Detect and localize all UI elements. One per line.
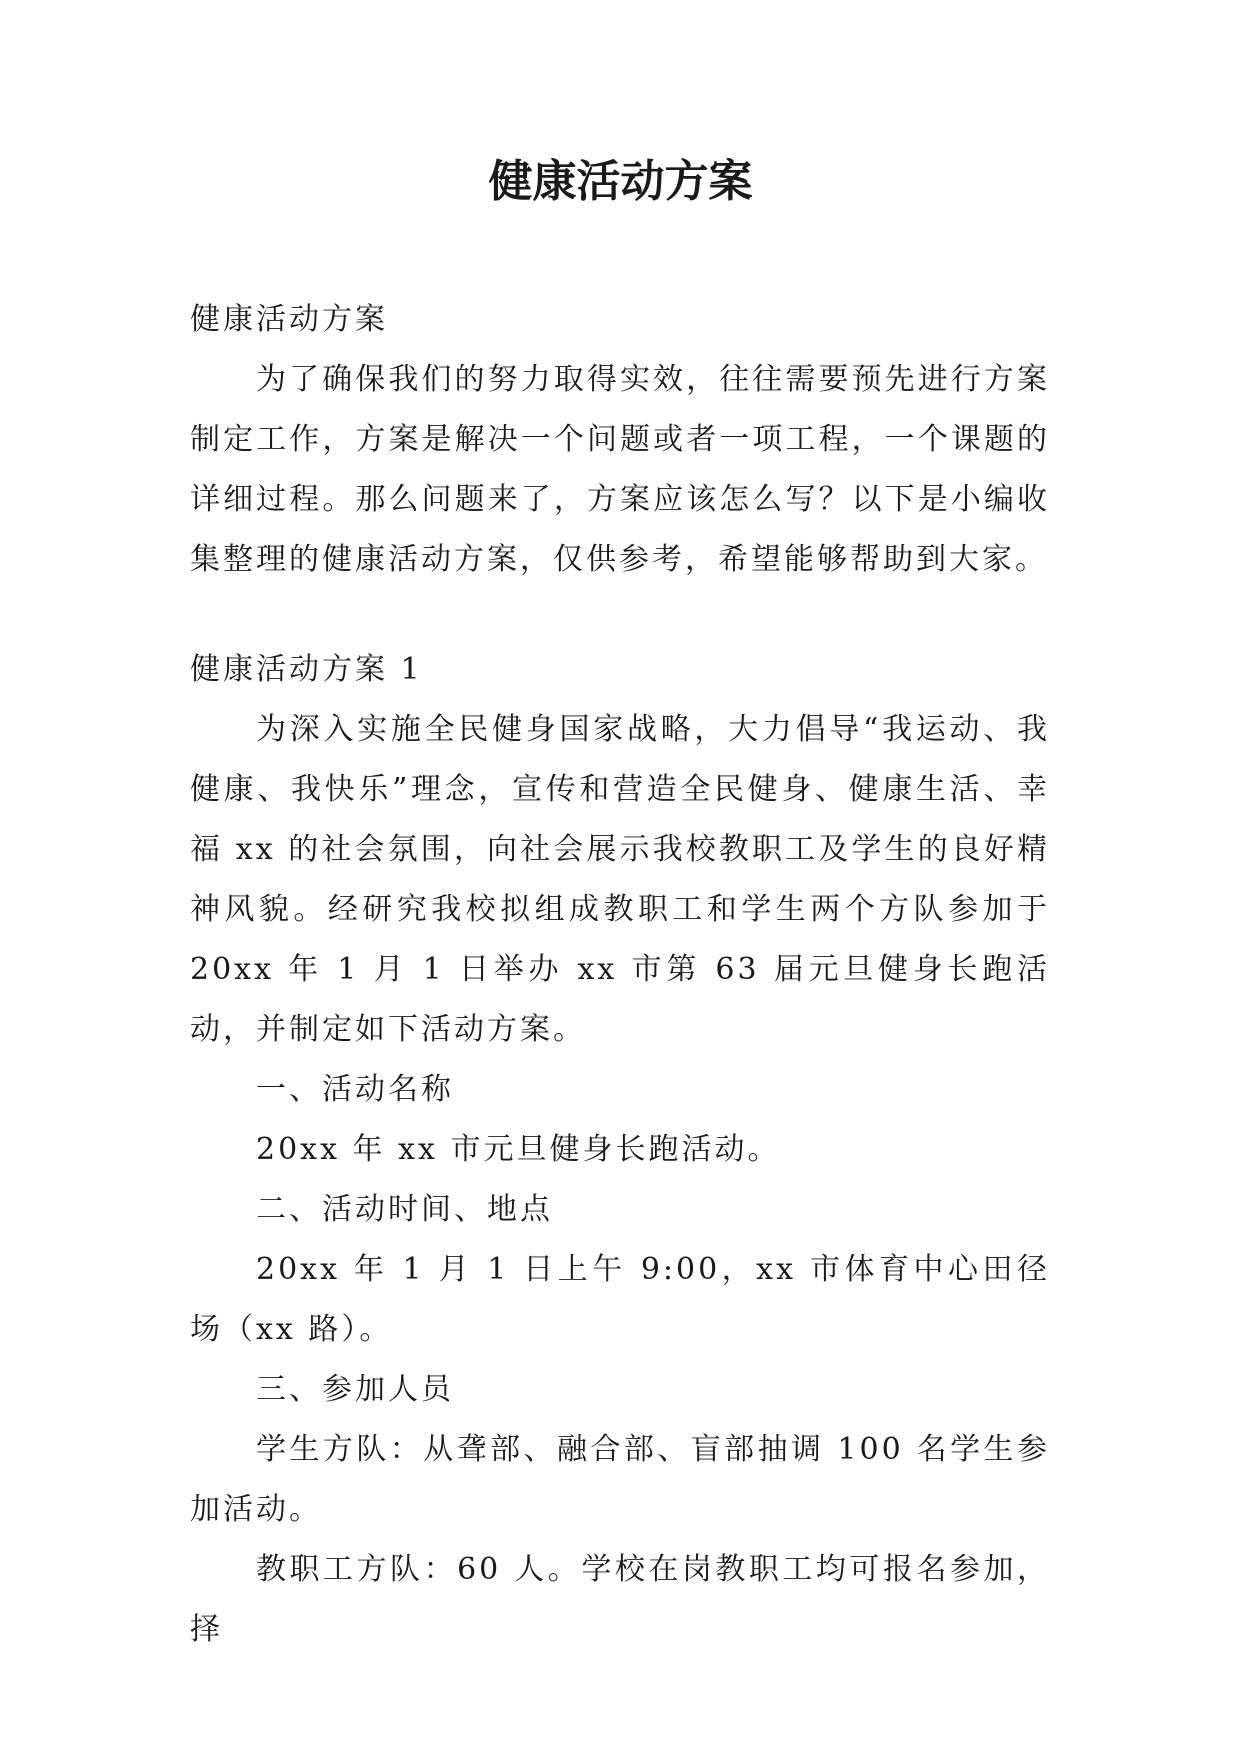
intro-heading: 健康活动方案 [190, 302, 388, 337]
item3-students: 学生方队：从聋部、融合部、盲部抽调 100 名学生参加活动。 [190, 1432, 1050, 1527]
item1-heading: 一、活动名称 [256, 1072, 454, 1107]
item2-text: 20xx 年 1 月 1 日上午 9:00，xx 市体育中心田径场（xx 路）。 [190, 1252, 1050, 1347]
document-title: 健康活动方案 [488, 156, 753, 207]
document-body [190, 290, 1050, 1660]
section1-heading: 健康活动方案 1 [190, 652, 423, 687]
item1-text: 20xx 年 xx 市元旦健身长跑活动。 [256, 1132, 781, 1167]
section1-paragraph: 为深入实施全民健身国家战略，大力倡导“我运动、我健康、我快乐”理念，宣传和营造全民健身、健康生活、幸福 xx 的社会氛围，向社会展示我校教职工及学生的良好精神风貌。经研究我校拟组成教职工和学生两个方队参加于 20xx 年 1 月 1 日举办 xx 市第 63 届元旦健身长跑活动，并制定如下活动方案。 [190, 712, 1050, 1047]
item2-heading: 二、活动时间、地点 [256, 1192, 553, 1227]
item3-staff: 教职工方队：60 人。学校在岗教职工均可报名参加，择 [190, 1552, 1050, 1647]
intro-paragraph: 为了确保我们的努力取得实效，往往需要预先进行方案制定工作，方案是解决一个问题或者一项工程，一个课题的详细过程。那么问题来了，方案应该怎么写？以下是小编收集整理的健康活动方案，仅供参考，希望能够帮助到大家。 [190, 362, 1050, 577]
section-spacer [190, 590, 1050, 640]
item3-heading: 三、参加人员 [256, 1372, 454, 1407]
